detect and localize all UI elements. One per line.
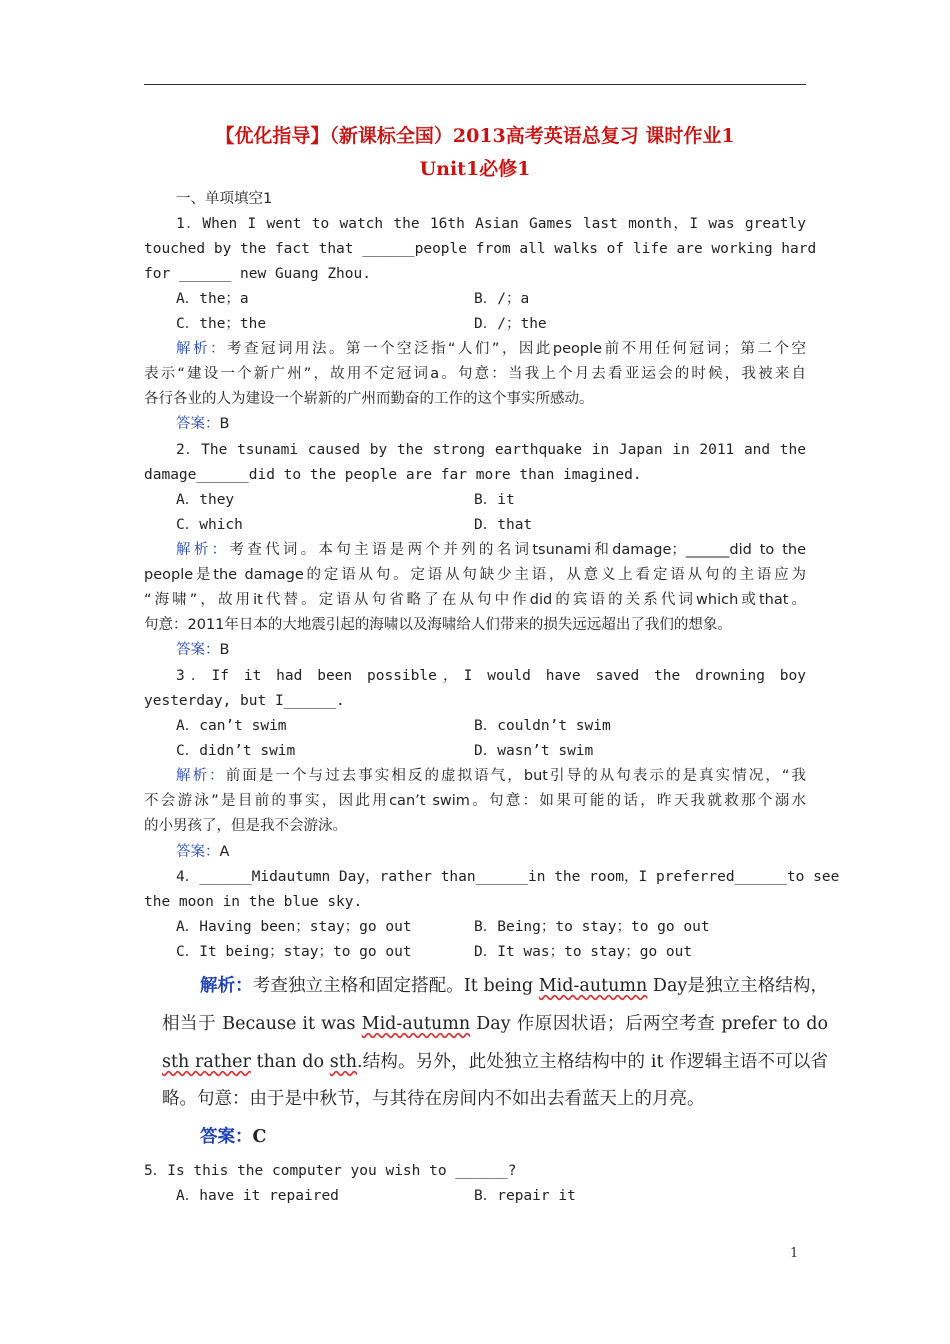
q4-analysis-text2b: Mid-autumn <box>361 1014 471 1034</box>
q2-analysis-line3: “海啸”，故用it代替。定语从句省略了在从句中作did的宾语的关系代词which或that。 <box>144 592 806 608</box>
header-rule <box>144 84 806 85</box>
q4-analysis-text3d: .结构。另外，此处独立主格结构中的 it 作逻辑主语不可以省 <box>357 1052 828 1072</box>
q4-answer-value: C <box>252 1127 267 1147</box>
q3-answer <box>176 840 806 865</box>
q3-stem-line1: 3．If it had been possible，I would have saved the drowning boy <box>176 668 806 684</box>
q2-option-d: D．that <box>474 517 533 533</box>
q4-analysis-text1a: 考查独立主格和固定搭配。It being <box>252 976 539 996</box>
q1-option-d: D．/；the <box>474 316 547 332</box>
q3-answer-value: A <box>219 844 230 860</box>
q4-answer-label: 答案： <box>200 1127 253 1147</box>
q1-analysis-line2: 表示“建设一个新广州”，故用不定冠词a。句意：当我上个月去看亚运会的时候，我被来自 <box>144 366 806 382</box>
q2-stem-line1: 2．The tsunami caused by the strong earthquake in Japan in 2011 and the <box>176 442 806 458</box>
q5-option-b: B．repair it <box>474 1188 576 1204</box>
q2-analysis-line2: people是the damage的定语从句。定语从句缺少主语，从意义上看定语从句的主语应为 <box>144 567 806 583</box>
q3-analysis-line1 <box>176 764 806 789</box>
q2-stem-line2: damage______did to the people are far more than imagined. <box>144 467 642 483</box>
q3-option-a: A．can’t swim <box>176 718 287 734</box>
q2-option-a: A．they <box>176 492 235 508</box>
q1-option-a: A．the；a <box>176 291 249 307</box>
q2-answer <box>176 638 806 663</box>
q4-analysis-text3c: sth <box>329 1052 358 1072</box>
q4-analysis-line1 <box>200 968 828 1005</box>
q2-option-b: B．it <box>474 492 515 508</box>
page-number: 1 <box>790 1246 799 1261</box>
q4-option-a: A．Having been；stay；go out <box>176 919 412 935</box>
q3-analysis-line2: 不会游泳”是目前的事实，因此用can’t swim。句意：如果可能的话，昨天我就救那个溺水 <box>144 793 806 809</box>
q3-answer-label: 答案： <box>176 844 220 860</box>
q1-stem-line2-part2: alks of life are working hard <box>563 241 817 257</box>
q4-stem-line2: the moon in the blue sky. <box>144 894 363 910</box>
q4-stem-line1: 4．______Midautumn Day，rather than______in the room，I preferred______to see <box>176 869 840 885</box>
q3-stem-line2: yesterday, but I______. <box>144 693 345 709</box>
q4-analysis-text1b: Mid-autumn <box>538 976 648 996</box>
q4-option-c: C．It being；stay；to go out <box>176 944 412 960</box>
q1-option-b: B．/；a <box>474 291 530 307</box>
q1-stem-line3: for ______ new Guang Zhou. <box>144 266 371 282</box>
q1-stem-line1: 1．When I went to watch the 16th Asian Games last month，I was greatly <box>176 216 806 232</box>
document-title: 【优化指导】（新课标全国）2013高考英语总复习 课时作业1 <box>215 125 735 147</box>
q2-analysis-line1 <box>176 538 806 563</box>
q4-analysis-line4: 略。句意：由于是中秋节，与其待在房间内不如出去看蓝天上的月亮。 <box>162 1089 705 1109</box>
q2-analysis-line4: 句意：2011年日本的大地震引起的海啸以及海啸给人们带来的损失远远超出了我们的想象。 <box>144 617 732 633</box>
q1-analysis-line3: 各行各业的人为建设一个崭新的广州而勤奋的工作的这个事实所感动。 <box>144 391 594 407</box>
q2-analysis-text1: 考查代词。本句主语是两个并列的名词tsunami和damage；______did to the <box>229 542 807 558</box>
q3-analysis-text1: 前面是一个与过去事实相反的虚拟语气，but引导的从句表示的是真实情况，“我 <box>225 768 807 784</box>
q4-option-b: B．Being；to stay；to go out <box>474 919 710 935</box>
q4-analysis-text1c: Day是独立主格结构， <box>647 976 829 996</box>
q5-stem-line1: 5．Is this the computer you wish to ______? <box>144 1163 517 1179</box>
q4-answer <box>200 1119 828 1156</box>
q1-analysis-label: 解析： <box>176 341 227 357</box>
q4-analysis-text2c: Day 作原因状语；后两空考查 prefer to do <box>470 1014 828 1034</box>
q5-option-a: A．have it repaired <box>176 1188 339 1204</box>
q1-analysis-text1: 考查冠词用法。第一个空泛指“人们”，因此people前不用任何冠词；第二个空 <box>227 341 807 357</box>
q3-analysis-line3: 的小男孩了，但是我不会游泳。 <box>144 818 347 834</box>
q4-analysis-text2a: 相当于 Because it was <box>162 1014 362 1034</box>
q4-option-d: D．It was；to stay；go out <box>474 944 693 960</box>
q1-answer-value: B <box>219 416 230 432</box>
q1-stem-line2-part1: touched by the fact that ______people from all w <box>144 241 564 257</box>
q2-analysis-label: 解析： <box>176 542 230 558</box>
q4-analysis-text3b: than do <box>250 1052 330 1072</box>
q4-analysis-line3 <box>162 1044 828 1081</box>
q4-analysis-line2 <box>162 1006 828 1043</box>
q1-option-c: C．the；the <box>176 316 267 332</box>
q4-analysis-text3a: sth rather <box>162 1052 251 1072</box>
q3-option-c: C．didn’t swim <box>176 743 296 759</box>
section-heading: 一、单项填空1 <box>176 191 273 207</box>
q2-option-c: C．which <box>176 517 243 533</box>
q3-option-b: B．couldn’t swim <box>474 718 611 734</box>
q3-option-d: D．wasn’t swim <box>474 743 594 759</box>
q1-answer <box>176 412 806 437</box>
q2-answer-label: 答案： <box>176 642 220 658</box>
q1-analysis-line1 <box>176 337 806 362</box>
q4-analysis-label: 解析： <box>200 976 253 996</box>
q1-answer-label: 答案： <box>176 416 220 432</box>
q2-answer-value: B <box>219 642 230 658</box>
document-subtitle: Unit1必修1 <box>419 158 531 180</box>
q1-stem-line2 <box>144 237 817 262</box>
q3-analysis-label: 解析： <box>176 768 226 784</box>
